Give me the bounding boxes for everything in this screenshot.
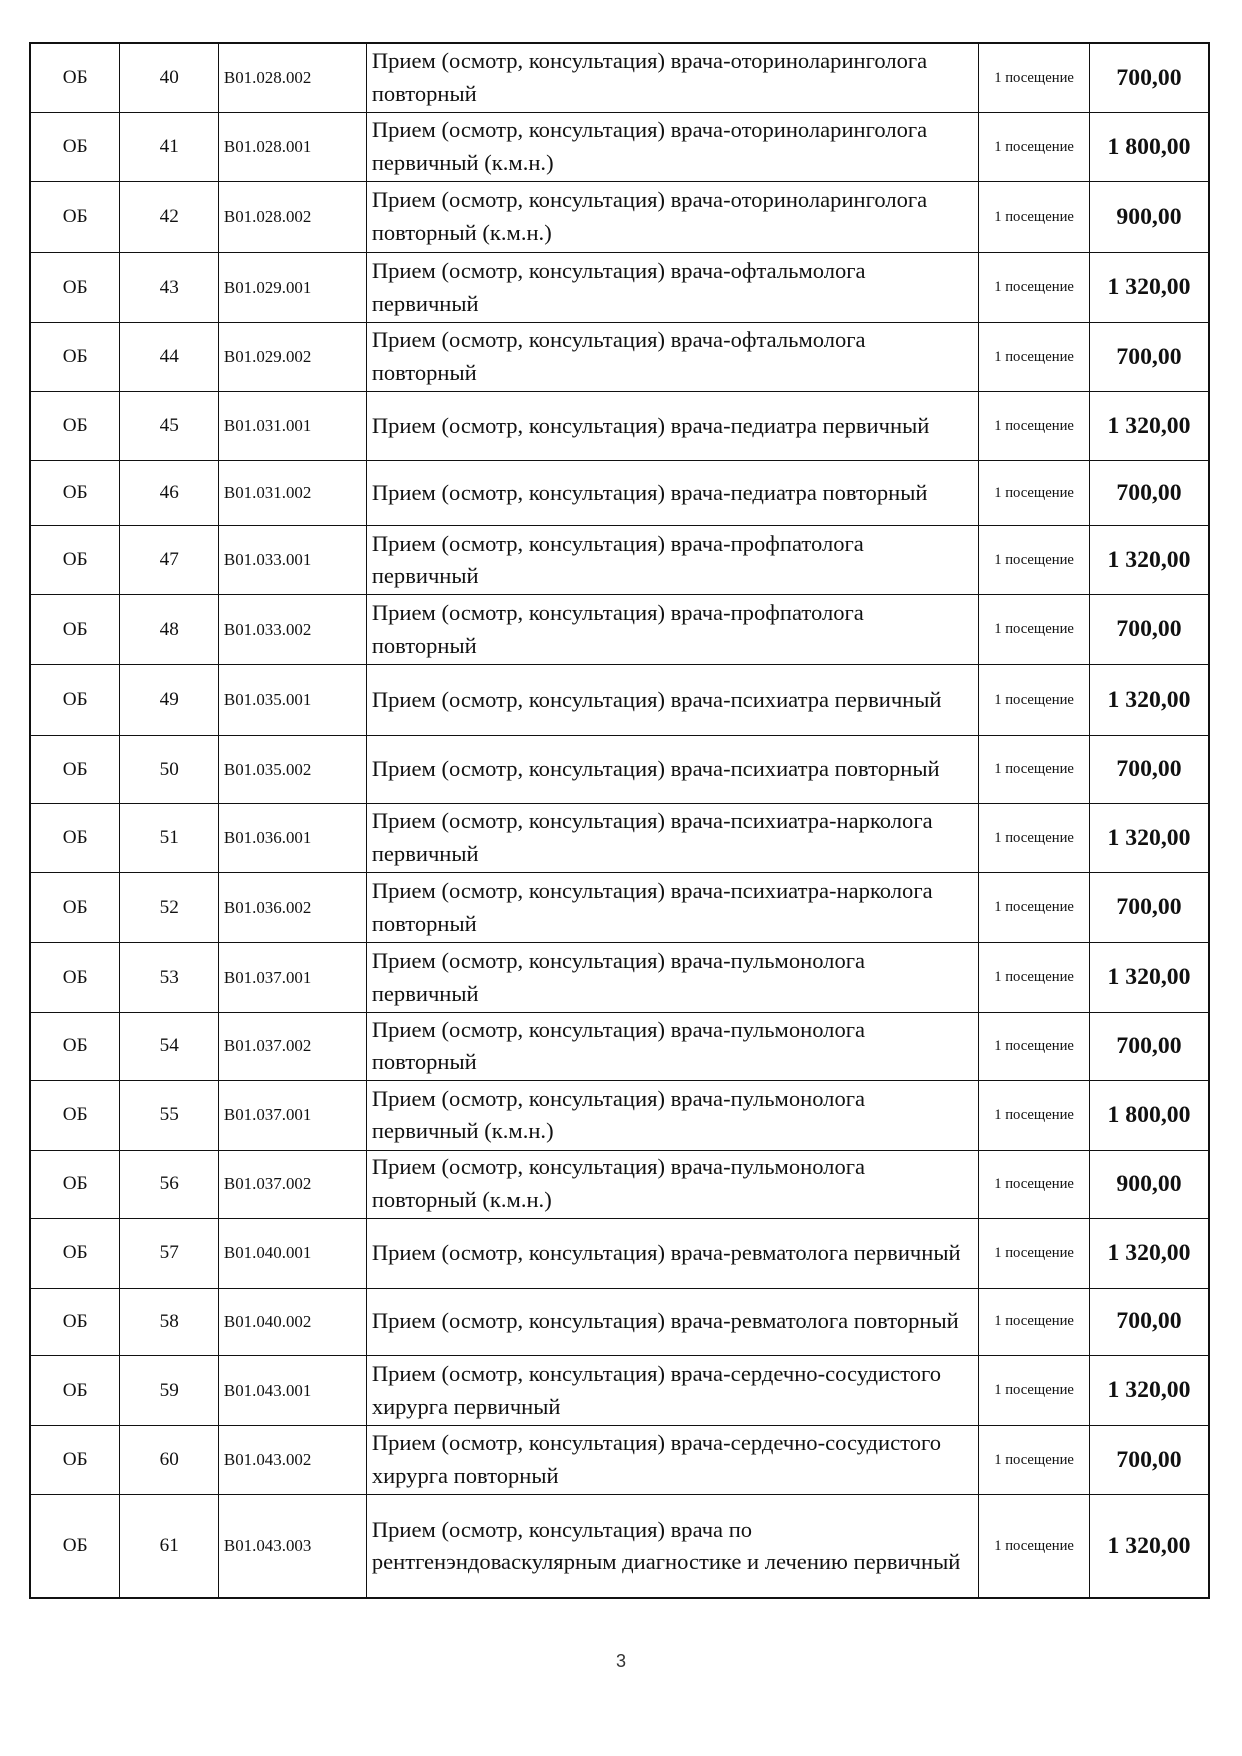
price-cell: 1 320,00 — [1089, 392, 1209, 461]
service-code-cell: B01.035.002 — [219, 736, 367, 804]
row-number-cell: 46 — [120, 460, 219, 525]
row-number-cell: 40 — [120, 43, 219, 113]
service-code-cell: B01.028.002 — [219, 43, 367, 113]
unit-cell: 1 посещение — [979, 1080, 1090, 1150]
category-cell: ОБ — [30, 323, 119, 392]
category-cell: ОБ — [30, 943, 119, 1013]
row-number-cell: 49 — [120, 665, 219, 736]
category-cell: ОБ — [30, 392, 119, 461]
service-code-cell: B01.037.001 — [219, 1080, 367, 1150]
table-row — [30, 1013, 1209, 1081]
category-cell: ОБ — [30, 1080, 119, 1150]
category-cell: ОБ — [30, 804, 119, 873]
service-code-cell: B01.033.001 — [219, 526, 367, 595]
price-cell: 1 800,00 — [1089, 1080, 1209, 1150]
price-cell: 1 320,00 — [1089, 804, 1209, 873]
table-row — [30, 526, 1209, 595]
unit-cell: 1 посещение — [979, 1426, 1090, 1495]
service-name-cell: Прием (осмотр, консультация) врача-офтальмолога первичный — [367, 253, 979, 323]
unit-cell: 1 посещение — [979, 1013, 1090, 1081]
row-number-cell: 57 — [120, 1218, 219, 1288]
service-name-cell: Прием (осмотр, консультация) врача-психиатра-нарколога первичный — [367, 804, 979, 873]
service-code-cell: B01.031.002 — [219, 460, 367, 525]
category-cell: ОБ — [30, 595, 119, 665]
category-cell: ОБ — [30, 1013, 119, 1081]
table-row — [30, 1150, 1209, 1218]
table-row — [30, 665, 1209, 736]
page-number: 3 — [615, 1650, 627, 1671]
price-cell: 700,00 — [1089, 873, 1209, 943]
price-cell: 1 320,00 — [1089, 943, 1209, 1013]
row-number-cell: 50 — [120, 736, 219, 804]
table-row — [30, 1356, 1209, 1426]
service-code-cell: B01.043.001 — [219, 1356, 367, 1426]
category-cell: ОБ — [30, 665, 119, 736]
price-cell: 1 800,00 — [1089, 113, 1209, 182]
category-cell: ОБ — [30, 736, 119, 804]
service-code-cell: B01.035.001 — [219, 665, 367, 736]
row-number-cell: 43 — [120, 253, 219, 323]
price-cell: 900,00 — [1089, 182, 1209, 253]
table-row — [30, 323, 1209, 392]
price-cell: 1 320,00 — [1089, 1218, 1209, 1288]
table-row — [30, 392, 1209, 461]
price-cell: 1 320,00 — [1089, 253, 1209, 323]
unit-cell: 1 посещение — [979, 182, 1090, 253]
category-cell: ОБ — [30, 1150, 119, 1218]
service-name-cell: Прием (осмотр, консультация) врача-сердечно-сосудистого хирурга повторный — [367, 1426, 979, 1495]
service-code-cell: B01.037.002 — [219, 1150, 367, 1218]
service-name-cell: Прием (осмотр, консультация) врача-сердечно-сосудистого хирурга первичный — [367, 1356, 979, 1426]
unit-cell: 1 посещение — [979, 1356, 1090, 1426]
category-cell: ОБ — [30, 1356, 119, 1426]
service-name-cell: Прием (осмотр, консультация) врача-педиатра повторный — [367, 460, 979, 525]
service-code-cell: B01.043.003 — [219, 1495, 367, 1599]
service-name-cell: Прием (осмотр, консультация) врача-пульмонолога первичный — [367, 943, 979, 1013]
unit-cell: 1 посещение — [979, 1218, 1090, 1288]
row-number-cell: 54 — [120, 1013, 219, 1081]
service-name-cell: Прием (осмотр, консультация) врача-оториноларинголога повторный (к.м.н.) — [367, 182, 979, 253]
price-cell: 700,00 — [1089, 460, 1209, 525]
category-cell: ОБ — [30, 1495, 119, 1599]
table-row — [30, 182, 1209, 253]
unit-cell: 1 посещение — [979, 804, 1090, 873]
price-cell: 1 320,00 — [1089, 665, 1209, 736]
service-code-cell: B01.037.001 — [219, 943, 367, 1013]
table-row — [30, 1218, 1209, 1288]
unit-cell: 1 посещение — [979, 43, 1090, 113]
unit-cell: 1 посещение — [979, 323, 1090, 392]
category-cell: ОБ — [30, 526, 119, 595]
service-name-cell: Прием (осмотр, консультация) врача-профпатолога повторный — [367, 595, 979, 665]
service-name-cell: Прием (осмотр, консультация) врача по рентгенэндоваскулярным диагностике и лечению первичный — [367, 1495, 979, 1599]
table-row — [30, 1080, 1209, 1150]
unit-cell: 1 посещение — [979, 1150, 1090, 1218]
row-number-cell: 60 — [120, 1426, 219, 1495]
row-number-cell: 52 — [120, 873, 219, 943]
service-name-cell: Прием (осмотр, консультация) врача-психиатра повторный — [367, 736, 979, 804]
unit-cell: 1 посещение — [979, 392, 1090, 461]
price-cell: 1 320,00 — [1089, 1495, 1209, 1599]
category-cell: ОБ — [30, 1426, 119, 1495]
price-cell: 700,00 — [1089, 1426, 1209, 1495]
service-name-cell: Прием (осмотр, консультация) врача-профпатолога первичный — [367, 526, 979, 595]
row-number-cell: 55 — [120, 1080, 219, 1150]
table-row — [30, 460, 1209, 525]
category-cell: ОБ — [30, 253, 119, 323]
unit-cell: 1 посещение — [979, 736, 1090, 804]
service-code-cell: B01.043.002 — [219, 1426, 367, 1495]
unit-cell: 1 посещение — [979, 595, 1090, 665]
row-number-cell: 44 — [120, 323, 219, 392]
row-number-cell: 45 — [120, 392, 219, 461]
price-cell: 700,00 — [1089, 323, 1209, 392]
row-number-cell: 41 — [120, 113, 219, 182]
table-row — [30, 43, 1209, 113]
category-cell: ОБ — [30, 1288, 119, 1356]
service-name-cell: Прием (осмотр, консультация) врача-пульмонолога повторный (к.м.н.) — [367, 1150, 979, 1218]
service-name-cell: Прием (осмотр, консультация) врача-психиатра-нарколога повторный — [367, 873, 979, 943]
unit-cell: 1 посещение — [979, 1495, 1090, 1599]
table-row — [30, 1288, 1209, 1356]
service-name-cell: Прием (осмотр, консультация) врача-офтальмолога повторный — [367, 323, 979, 392]
price-cell: 1 320,00 — [1089, 1356, 1209, 1426]
price-cell: 700,00 — [1089, 736, 1209, 804]
price-list-table — [29, 42, 1210, 1600]
service-name-cell: Прием (осмотр, консультация) врача-ревматолога первичный — [367, 1218, 979, 1288]
service-code-cell: B01.029.001 — [219, 253, 367, 323]
category-cell: ОБ — [30, 182, 119, 253]
service-code-cell: B01.028.001 — [219, 113, 367, 182]
category-cell: ОБ — [30, 873, 119, 943]
category-cell: ОБ — [30, 113, 119, 182]
table-row — [30, 804, 1209, 873]
unit-cell: 1 посещение — [979, 873, 1090, 943]
service-code-cell: B01.033.002 — [219, 595, 367, 665]
service-name-cell: Прием (осмотр, консультация) врача-оториноларинголога повторный — [367, 43, 979, 113]
row-number-cell: 53 — [120, 943, 219, 1013]
category-cell: ОБ — [30, 1218, 119, 1288]
service-name-cell: Прием (осмотр, консультация) врача-педиатра первичный — [367, 392, 979, 461]
service-code-cell: B01.031.001 — [219, 392, 367, 461]
row-number-cell: 47 — [120, 526, 219, 595]
service-code-cell: B01.040.002 — [219, 1288, 367, 1356]
unit-cell: 1 посещение — [979, 460, 1090, 525]
row-number-cell: 42 — [120, 182, 219, 253]
table-row — [30, 736, 1209, 804]
table-row — [30, 1495, 1209, 1599]
row-number-cell: 56 — [120, 1150, 219, 1218]
row-number-cell: 48 — [120, 595, 219, 665]
price-cell: 700,00 — [1089, 43, 1209, 113]
unit-cell: 1 посещение — [979, 526, 1090, 595]
table-row — [30, 113, 1209, 182]
row-number-cell: 61 — [120, 1495, 219, 1599]
unit-cell: 1 посещение — [979, 943, 1090, 1013]
service-code-cell: B01.037.002 — [219, 1013, 367, 1081]
price-cell: 900,00 — [1089, 1150, 1209, 1218]
service-code-cell: B01.036.002 — [219, 873, 367, 943]
price-cell: 700,00 — [1089, 595, 1209, 665]
price-cell: 700,00 — [1089, 1288, 1209, 1356]
service-name-cell: Прием (осмотр, консультация) врача-психиатра первичный — [367, 665, 979, 736]
service-code-cell: B01.028.002 — [219, 182, 367, 253]
row-number-cell: 59 — [120, 1356, 219, 1426]
unit-cell: 1 посещение — [979, 1288, 1090, 1356]
service-name-cell: Прием (осмотр, консультация) врача-оториноларинголога первичный (к.м.н.) — [367, 113, 979, 182]
row-number-cell: 58 — [120, 1288, 219, 1356]
unit-cell: 1 посещение — [979, 113, 1090, 182]
service-code-cell: B01.036.001 — [219, 804, 367, 873]
service-name-cell: Прием (осмотр, консультация) врача-пульмонолога первичный (к.м.н.) — [367, 1080, 979, 1150]
table-row — [30, 1426, 1209, 1495]
row-number-cell: 51 — [120, 804, 219, 873]
price-cell: 700,00 — [1089, 1013, 1209, 1081]
table-row — [30, 595, 1209, 665]
table-row — [30, 253, 1209, 323]
service-code-cell: B01.040.001 — [219, 1218, 367, 1288]
unit-cell: 1 посещение — [979, 665, 1090, 736]
service-name-cell: Прием (осмотр, консультация) врача-ревматолога повторный — [367, 1288, 979, 1356]
price-cell: 1 320,00 — [1089, 526, 1209, 595]
table-row — [30, 943, 1209, 1013]
category-cell: ОБ — [30, 43, 119, 113]
unit-cell: 1 посещение — [979, 253, 1090, 323]
category-cell: ОБ — [30, 460, 119, 525]
service-name-cell: Прием (осмотр, консультация) врача-пульмонолога повторный — [367, 1013, 979, 1081]
table-body — [30, 43, 1209, 1599]
table-row — [30, 873, 1209, 943]
service-code-cell: B01.029.002 — [219, 323, 367, 392]
